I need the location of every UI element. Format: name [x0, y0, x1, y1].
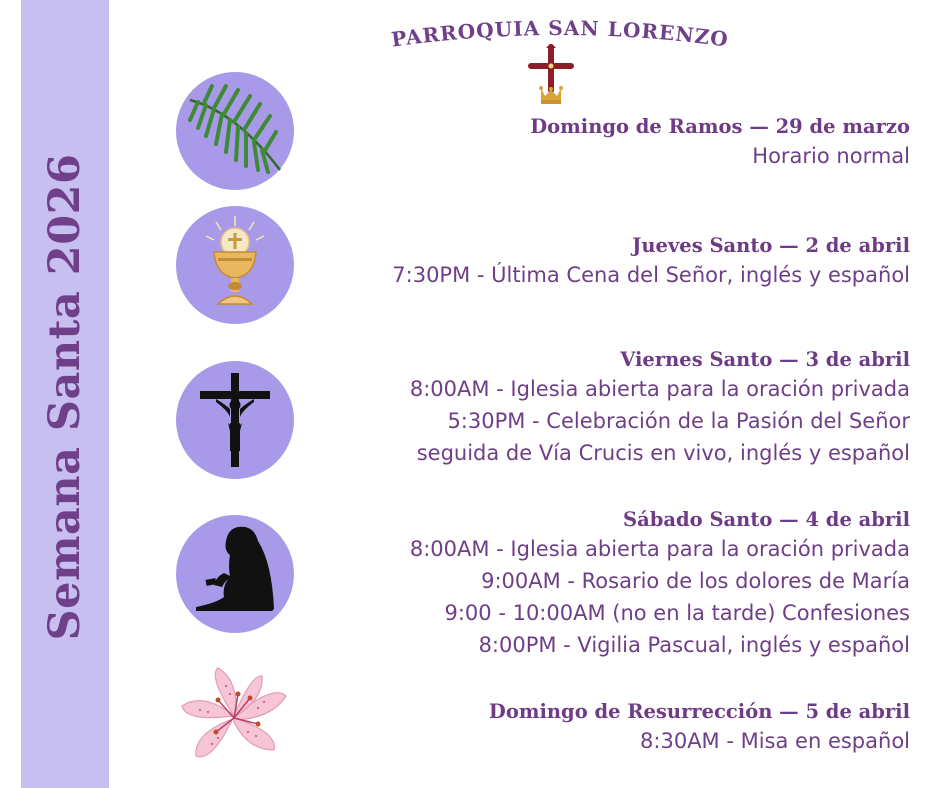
palm-circle [176, 72, 294, 190]
event-title: Sábado Santo — 4 de abril [623, 508, 910, 531]
event-line: 8:30AM - Misa en español [640, 729, 910, 753]
event-sabado-santo [410, 507, 910, 661]
crucifix-circle [176, 361, 294, 479]
side-title: Semana Santa 2026 [40, 153, 90, 641]
chalice-host-icon [176, 206, 294, 324]
chalice-circle [176, 206, 294, 324]
event-line: 9:00AM - Rosario de los dolores de María [481, 569, 910, 593]
event-line: 9:00 - 10:00AM (no en la tarde) Confesiones [444, 601, 910, 625]
event-line: seguida de Vía Crucis en vivo, inglés y español [416, 441, 910, 465]
parish-name: PARROQUIA SAN LORENZO [389, 15, 731, 52]
event-jueves-santo [392, 233, 910, 291]
event-line: 8:00AM - Iglesia abierta para la oración privada [409, 377, 910, 401]
event-title: Jueves Santo — 2 de abril [632, 234, 910, 257]
praying-circle [176, 515, 294, 633]
event-line: 5:30PM - Celebración de la Pasión del Señor [447, 409, 910, 433]
event-line: 8:00AM - Iglesia abierta para la oración privada [409, 537, 910, 561]
praying-woman-icon [176, 515, 294, 633]
event-title: Domingo de Ramos — 29 de marzo [530, 115, 910, 138]
cross-crown-icon [527, 44, 575, 108]
crucifix-icon [176, 361, 294, 479]
event-viernes-santo [410, 347, 910, 469]
event-line: 7:30PM - Última Cena del Señor, inglés y español [392, 263, 910, 287]
event-title: Viernes Santo — 3 de abril [620, 348, 910, 371]
lily-flower-icon [178, 666, 290, 766]
event-line: Horario normal [752, 144, 910, 168]
event-domingo-resurreccion [489, 699, 910, 757]
palm-leaf-icon [176, 72, 294, 190]
event-line: 8:00PM - Vigilia Pascual, inglés y español [478, 633, 910, 657]
event-title: Domingo de Resurrección — 5 de abril [488, 700, 910, 723]
event-domingo-ramos [530, 114, 910, 172]
